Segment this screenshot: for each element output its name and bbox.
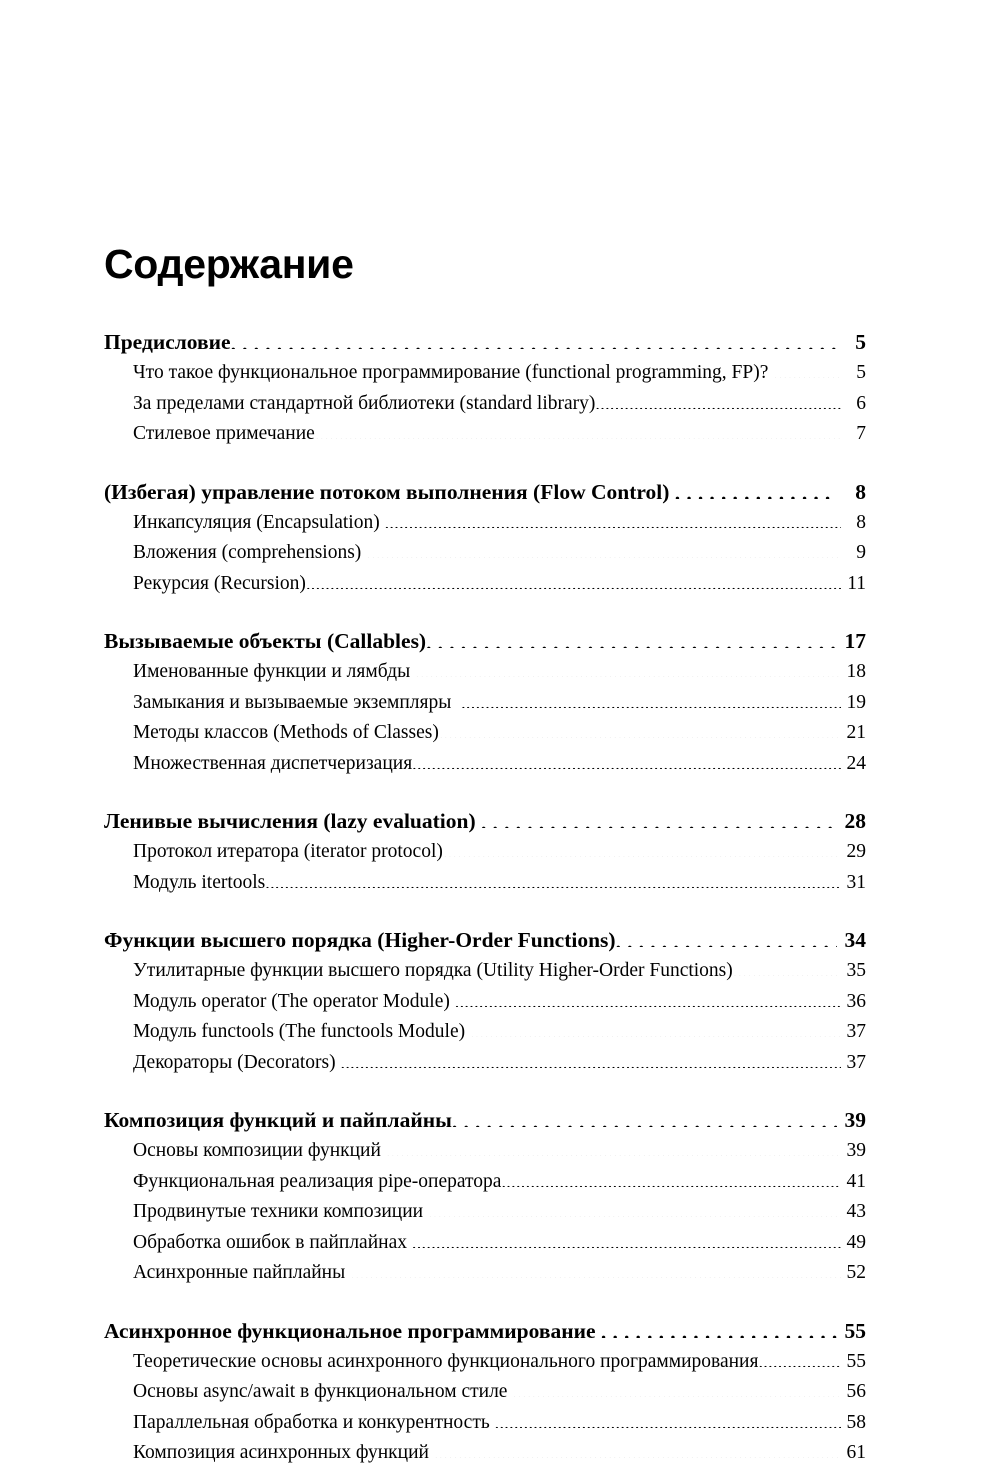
dot-leader [306,569,841,589]
section-gap [104,898,866,912]
toc-subsection-entry[interactable] [104,1048,866,1079]
toc-section-entry[interactable] [104,476,866,508]
dot-leader [265,868,841,888]
dot-leader [443,838,841,858]
dot-leader [675,477,837,499]
toc-entry-page-number: 61 [846,1442,866,1463]
toc-entry-title: Модуль functools (The functools Module) [133,1021,470,1042]
toc-entry-title: Модуль operator (The operator Module) [133,990,455,1012]
toc-entry-page-number: 5 [856,362,866,383]
toc-entry-page-number: 43 [846,1201,866,1222]
toc-entry-page-number: 41 [846,1170,866,1192]
toc-entry-page-number: 11 [847,572,866,594]
toc-entry-page-number: 9 [856,542,866,563]
toc-entry-title: Вложения (comprehensions) [133,542,367,563]
toc-entry-title: Инкапсуляция (Encapsulation) [133,511,385,533]
toc-section-entry[interactable] [104,326,866,358]
toc-entry-title: Теоретические основы асинхронного функционального программирования [133,1350,759,1372]
toc-section-entry[interactable] [104,805,866,837]
toc-entry-page-number: 55 [846,1350,866,1372]
toc-subsection-entry[interactable] [104,389,866,420]
toc-subsection-entry[interactable] [104,987,866,1018]
toc-entry-title: Основы async/await в функциональном стиле [133,1381,513,1402]
toc-entry-title: Протокол итератора (iterator protocol) [133,841,443,862]
dot-leader [733,957,841,977]
toc-subsection-entry[interactable] [104,1408,866,1439]
toc-entry-title: Декораторы (Decorators) [133,1051,341,1073]
section-gap [104,1289,866,1303]
toc-entry-page-number: 58 [846,1411,866,1433]
toc-entry-page-number: 37 [846,1051,866,1073]
dot-leader [512,1378,841,1398]
toc-entry-title: Параллельная обработка и конкурентность [133,1411,495,1433]
toc-entry-title: Замыкания и вызываемые экземпляры [133,691,462,713]
dot-leader [455,987,841,1007]
dot-leader [428,1198,841,1218]
toc-subsection-entry[interactable] [104,1377,866,1408]
dot-leader [315,420,841,440]
toc-subsection-entry[interactable] [104,508,866,539]
toc-entry-title: Что такое функциональное программирование (functional programming, FP)? [133,362,774,383]
toc-entry-page-number: 52 [846,1262,866,1283]
toc-subsection-entry[interactable] [104,688,866,719]
toc-subsection-entry[interactable] [104,1347,866,1378]
toc-entry-page-number: 24 [846,752,866,774]
toc-entry-page-number: 21 [846,722,866,743]
section-gap [104,779,866,793]
toc-entry-page-number: 55 [844,1318,866,1343]
toc-entry-page-number: 6 [856,392,866,414]
dot-leader [595,389,841,409]
page-title: Содержание [104,241,354,287]
toc-entry-page-number: 35 [846,960,866,981]
toc-entry-title: Обработка ошибок в пайплайнах [133,1231,412,1253]
toc-subsection-entry[interactable] [104,1228,866,1259]
toc-entry-title: Предисловие [104,330,231,354]
toc-section-entry[interactable] [104,625,866,657]
dot-leader [412,749,841,769]
toc-section-entry[interactable] [104,1104,866,1136]
toc-subsection-entry[interactable] [104,718,866,749]
toc-entry-page-number: 39 [846,1140,866,1161]
toc-entry-page-number: 39 [844,1108,866,1132]
toc-subsection-entry[interactable] [104,1438,866,1469]
toc-entry-title: За пределами стандартной библиотеки (standard library) [133,392,596,414]
dot-leader [439,719,841,739]
dot-leader [426,627,837,649]
toc-subsection-entry[interactable] [104,837,866,868]
toc-subsection-entry[interactable] [104,956,866,987]
toc-subsection-entry[interactable] [104,868,866,899]
dot-leader [481,807,837,829]
toc-subsection-entry[interactable] [104,419,866,450]
toc-entry-title: Утилитарные функции высшего порядка (Utility Higher-Order Functions) [133,960,733,981]
section-gap [104,599,866,613]
dot-leader [758,1347,841,1367]
toc-entry-page-number: 8 [855,479,866,504]
toc-entry-page-number: 31 [846,871,866,893]
dot-leader [501,1167,841,1187]
toc-entry-title: Композиция асинхронных функций [133,1442,434,1463]
dot-leader [366,539,841,559]
toc-entry-title: Асинхронные пайплайны [133,1262,351,1283]
dot-leader [434,1439,841,1459]
section-gap [104,1078,866,1092]
toc-entry-page-number: 17 [844,629,866,653]
toc-entry-title: Вызываемые объекты (Callables) [104,629,427,653]
toc-entry-title: Множественная диспетчеризация [133,752,413,774]
toc-entry-page-number: 8 [856,511,866,533]
dot-leader [601,1316,837,1338]
toc-subsection-entry[interactable] [104,1167,866,1198]
toc-entry-title: Методы классов (Methods of Classes) [133,722,439,743]
toc-entry-page-number: 34 [844,928,866,952]
toc-entry-title: Ленивые вычисления (lazy evaluation) [104,809,481,833]
toc-subsection-entry[interactable] [104,749,866,780]
toc-entry-page-number: 19 [846,691,866,713]
toc-subsection-entry[interactable] [104,358,866,389]
toc-entry-title: Функциональная реализация pipe-оператора [133,1170,502,1192]
toc-entry-page-number: 49 [846,1231,866,1253]
toc-entry-title: Продвинутые техники композиции [133,1201,428,1222]
toc-entry-title: Стилевое примечание [133,423,315,444]
toc-entry-title: Композиция функций и пайплайны [104,1108,452,1132]
toc-entry-page-number: 36 [846,990,866,1012]
dot-leader [616,926,837,948]
toc-entry-title: Основы композиции функций [133,1140,386,1161]
toc-subsection-entry[interactable] [104,1136,866,1167]
toc-subsection-entry[interactable] [104,1017,866,1048]
toc-subsection-entry[interactable] [104,1197,866,1228]
toc-entry-page-number: 5 [855,330,866,354]
dot-leader [386,1137,841,1157]
dot-leader [415,658,841,678]
toc-entry-title: Модуль itertools [133,871,266,893]
toc-entry-title: (Избегая) управление потоком выполнения (Flow Control) [104,479,675,504]
toc-entry-page-number: 28 [844,809,866,833]
dot-leader [470,1018,841,1038]
section-gap [104,450,866,464]
dot-leader [385,508,841,528]
toc-entry-title: Рекурсия (Recursion) [133,572,306,594]
dot-leader [350,1259,841,1279]
dot-leader [452,1106,837,1128]
toc-entry-page-number: 7 [856,423,866,444]
dot-leader [773,359,841,379]
toc-entry-title: Функции высшего порядка (Higher-Order Functions) [104,928,616,952]
toc-entry-page-number: 56 [846,1381,866,1402]
dot-leader [495,1408,841,1428]
toc-list [104,326,866,1469]
dot-leader [231,328,837,350]
toc-section-entry[interactable] [104,924,866,956]
toc-entry-page-number: 29 [846,841,866,862]
toc-subsection-entry[interactable] [104,1258,866,1289]
toc-entry-title: Именованные функции и лямбды [133,661,416,682]
toc-entry-page-number: 37 [846,1021,866,1042]
toc-subsection-entry[interactable] [104,538,866,569]
toc-section-entry[interactable] [104,1315,866,1347]
toc-subsection-entry[interactable] [104,657,866,688]
dot-leader [412,1228,841,1248]
dot-leader [461,688,841,708]
dot-leader [340,1048,841,1068]
toc-subsection-entry[interactable] [104,569,866,600]
toc-entry-page-number: 18 [846,661,866,682]
toc-entry-title: Асинхронное функциональное программирование [104,1318,601,1343]
